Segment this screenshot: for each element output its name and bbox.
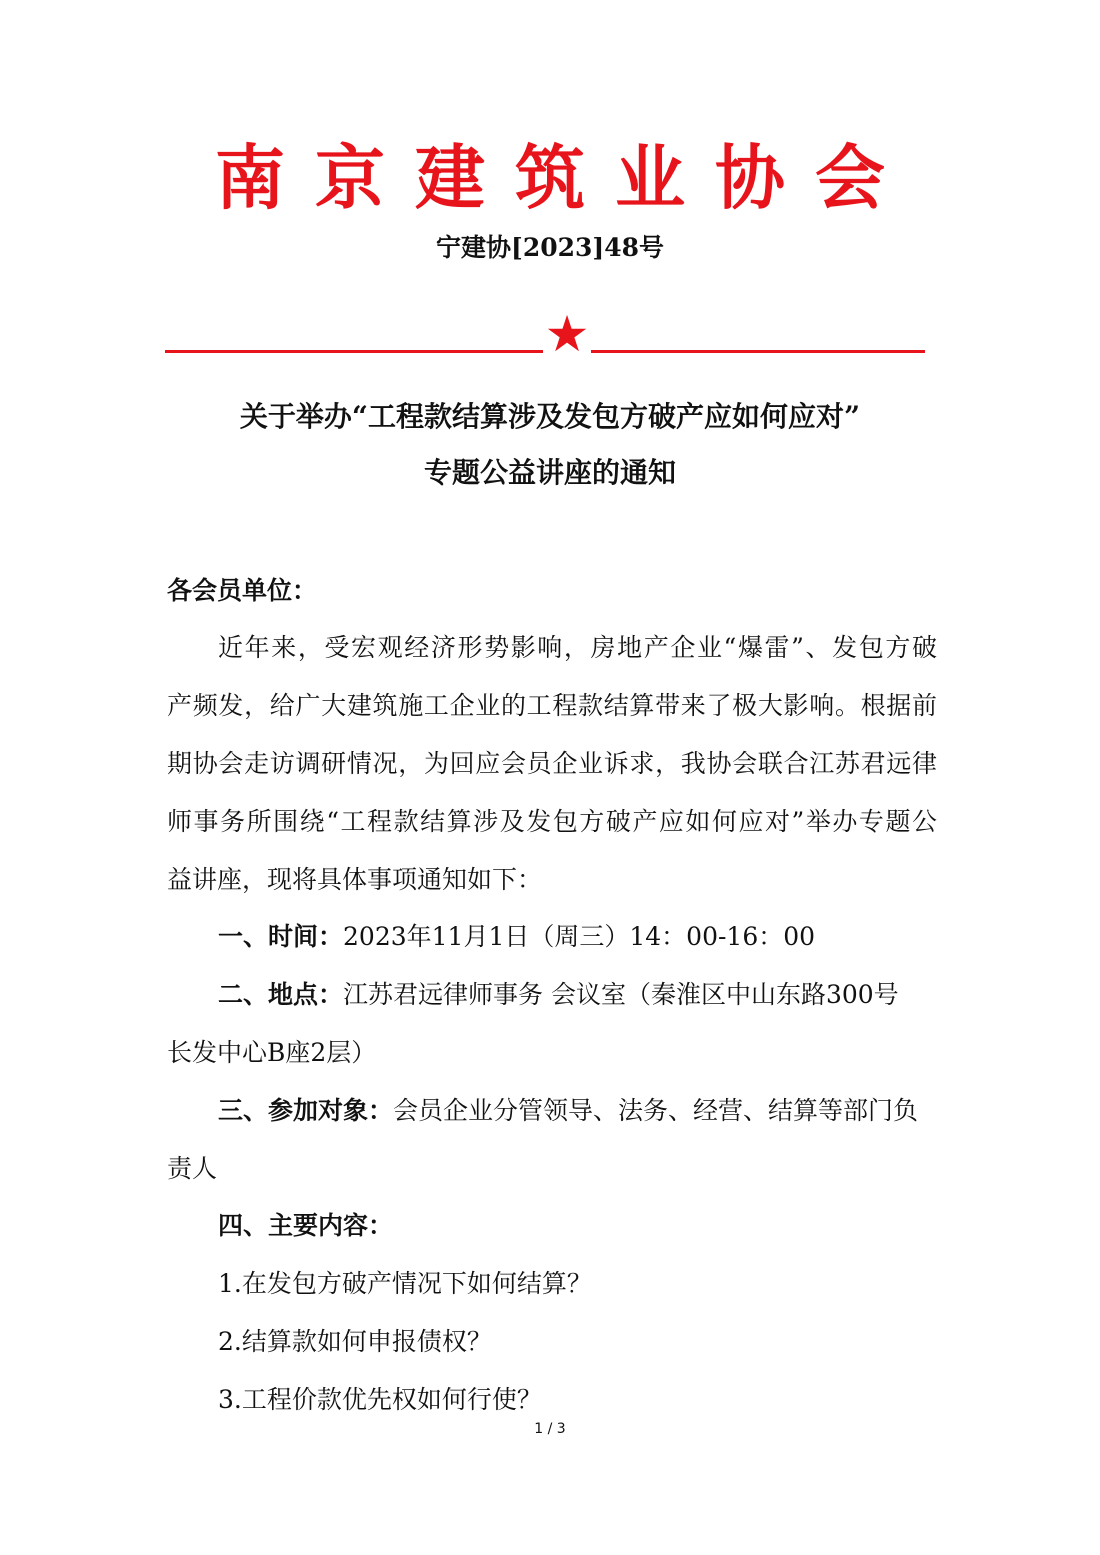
notice-title-line-2: 专题公益讲座的通知 [423, 456, 676, 489]
intro-line-4: 师事务所围绕“工程款结算涉及发包方破产应如何应对”举办专题公 [167, 807, 937, 836]
place-value-line-1: 江苏君远律师事务 会议室（秦淮区中山东路300号 [343, 980, 899, 1009]
notice-title-line-1: 关于举办“工程款结算涉及发包方破产应如何应对” [239, 400, 861, 433]
time-label: 一、时间： [218, 922, 344, 951]
place-item [218, 975, 937, 1015]
place-value-line-2: 长发中心B座2层） [167, 1038, 377, 1067]
divider-line-left [165, 350, 543, 353]
document-number: 宁建协[2023]48号 [435, 233, 665, 262]
intro-line-2: 产频发，给广大建筑施工企业的工程款结算带来了极大影响。根据前 [167, 691, 937, 720]
audience-label: 三、参加对象： [218, 1096, 394, 1125]
star-icon: ★ [544, 305, 590, 363]
red-divider [165, 305, 925, 363]
intro-line-3: 期协会走访调研情况，为回应会员企业诉求，我协会联合江苏君远律 [167, 749, 937, 778]
content-item-1: 1.在发包方破产情况下如何结算？ [218, 1269, 592, 1298]
time-item [218, 917, 937, 957]
content-item-3: 3.工程价款优先权如何行使？ [218, 1385, 542, 1414]
page-indicator: 1 / 3 [534, 1421, 566, 1437]
divider-line-right [591, 350, 925, 353]
content-heading: 四、主要内容： [218, 1211, 394, 1240]
content-item-2: 2.结算款如何申报债权？ [218, 1327, 492, 1356]
salutation: 各会员单位： [167, 576, 318, 605]
intro-line-1: 近年来，受宏观经济形势影响，房地产企业“爆雷”、发包方破 [218, 633, 937, 662]
intro-line-5: 益讲座，现将具体事项通知如下： [167, 865, 543, 894]
organization-title: 南京建筑业协会 [215, 137, 915, 219]
time-value: 2023年11月1日（周三）14：00-16：00 [343, 922, 816, 951]
audience-value-line-1: 会员企业分管领导、法务、经营、结算等部门负 [393, 1096, 919, 1125]
place-label: 二、地点： [218, 980, 344, 1009]
audience-value-line-2: 责人 [167, 1154, 218, 1183]
audience-item [218, 1091, 937, 1131]
